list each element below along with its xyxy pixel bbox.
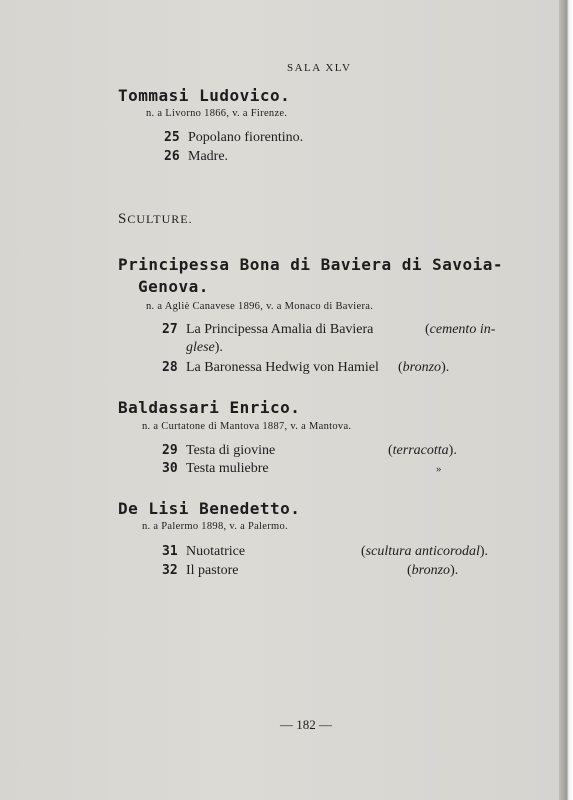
item-title: Testa di giovine	[186, 443, 276, 458]
item-number: 31	[162, 544, 178, 559]
section-rest: CULTURE.	[127, 212, 193, 226]
section-title	[118, 211, 193, 228]
item-number: 27	[162, 322, 178, 337]
artist-name: Baldassari Enrico.	[118, 398, 301, 417]
item-material: (bronzo).	[398, 360, 450, 375]
artist-bio: n. a Palermo 1898, v. a Palermo.	[142, 521, 288, 532]
catalog-item	[162, 544, 245, 560]
item-title: La Principessa Amalia di Baviera	[186, 322, 374, 337]
item-number: 30	[162, 461, 178, 476]
artist-bio: n. a Curtatone di Mantova 1887, v. a Mantova.	[142, 421, 352, 432]
item-number: 25	[164, 130, 180, 145]
catalog-item	[164, 130, 303, 146]
item-number: 32	[162, 563, 178, 578]
item-number: 28	[162, 360, 178, 375]
catalog-item	[164, 149, 228, 165]
item-title: Madre.	[188, 149, 229, 164]
page-number: — 182 —	[280, 717, 332, 732]
artist-name: De Lisi Benedetto.	[118, 499, 301, 518]
catalog-item	[162, 461, 269, 477]
artist-bio: n. a Livorno 1866, v. a Firenze.	[146, 108, 288, 119]
item-title: Testa muliebre	[186, 461, 269, 476]
item-material: (cemento in-	[425, 322, 496, 337]
catalog-item	[162, 563, 238, 579]
ditto-mark: »	[436, 463, 442, 475]
item-title: Nuotatrice	[186, 544, 246, 559]
page-header: SALA XLV	[287, 62, 352, 74]
page-edge	[559, 0, 573, 800]
catalog-item	[162, 322, 373, 338]
artist-name-cont: Genova.	[138, 277, 209, 296]
artist-name: Tommasi Ludovico.	[118, 86, 291, 105]
item-title: Popolano fiorentino.	[188, 130, 304, 145]
item-title: La Baronessa Hedwig von Hamiel	[186, 360, 379, 375]
section-initial: S	[118, 211, 128, 227]
item-number: 29	[162, 443, 178, 458]
artist-bio: n. a Agliè Canavese 1896, v. a Monaco di Baviera.	[146, 301, 374, 312]
catalog-item	[162, 360, 379, 376]
item-material-cont: glese).	[186, 340, 223, 355]
item-material: (terracotta).	[388, 443, 457, 458]
item-material: (bronzo).	[407, 563, 459, 578]
artist-name: Principessa Bona di Baviera di Savoia-	[118, 255, 504, 274]
item-material: (scultura anticorodal).	[361, 544, 489, 559]
catalog-item	[162, 443, 275, 459]
item-number: 26	[164, 149, 180, 164]
item-title: Il pastore	[186, 563, 239, 578]
